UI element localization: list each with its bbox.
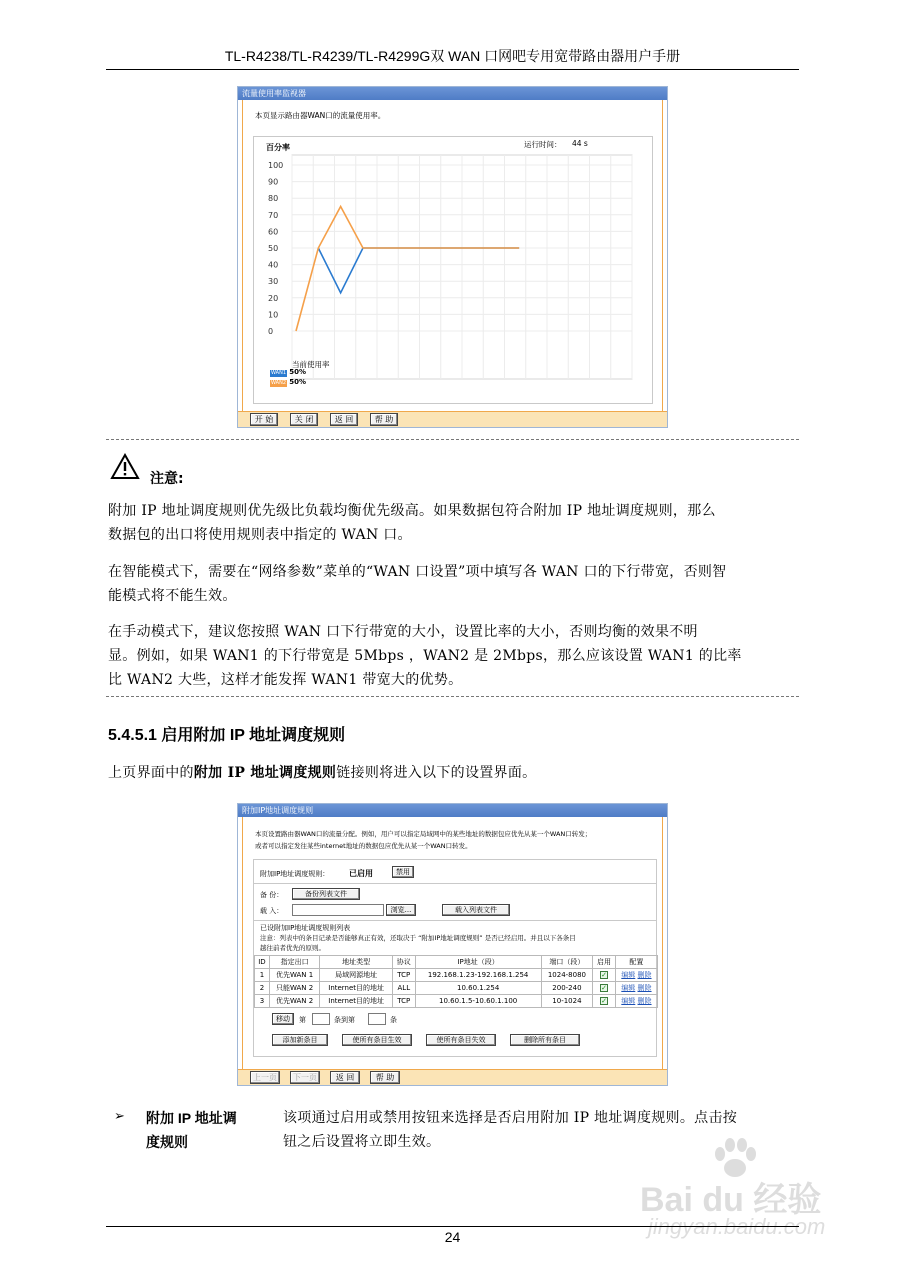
note-bottom-divider: [106, 696, 799, 697]
y-tick-label: 0: [268, 327, 274, 336]
note-line: 显。例如，如果 WAN1 的下行带宽是 5Mbps ，WAN2 是 2Mbps，那么应该设置 WAN1 的比率: [108, 648, 742, 664]
enabled-checkbox[interactable]: ✓: [601, 997, 607, 1005]
legend-wan1-badge: WAN1: [271, 370, 287, 376]
move-from-input[interactable]: [312, 1013, 330, 1025]
note-paragraph-1: [108, 499, 798, 547]
note-paragraph-2: [108, 560, 798, 608]
row-port: 优先WAN 1: [269, 969, 319, 982]
watermark-brand: Bai du 经验: [640, 1181, 822, 1219]
y-tick-label: 70: [268, 210, 279, 220]
delete-link[interactable]: 删除: [637, 971, 652, 979]
section-intro: [108, 761, 536, 785]
close-button[interactable]: 关 闭: [290, 413, 318, 426]
row-id: 2: [255, 982, 270, 995]
rules-table: [254, 955, 658, 1008]
row-config: [615, 982, 657, 995]
legend-wan1: [270, 368, 306, 377]
traffic-monitor-screenshot: [237, 86, 668, 428]
row-port: 只能WAN 2: [269, 982, 319, 995]
rules-description-1: 本页设置路由器WAN口的流量分配。例如，用户可以指定局域网中的某些地址的数据包应优先从某一个WAN口转发；: [255, 830, 592, 838]
backup-label: 备 份：: [260, 891, 284, 899]
intro-text-pre: 上页界面中的: [108, 765, 194, 781]
backup-list-button[interactable]: 备份列表文件: [292, 888, 360, 900]
note-line: 比 WAN2 大些，这样才能发挥 WAN1 带宽大的优势。: [108, 672, 463, 688]
import-list-button[interactable]: 载入列表文件: [442, 904, 510, 916]
enabled-checkbox[interactable]: ✓: [601, 984, 607, 992]
panel-divider: [254, 920, 656, 921]
current-usage-label: 当前使用率: [292, 360, 330, 369]
y-tick-label: 80: [268, 194, 279, 204]
note-line: 能模式将不能生效。: [108, 588, 237, 604]
note-title: 注意:: [150, 471, 184, 487]
col-port-range: 端口（段）: [541, 956, 593, 969]
table-header-row: [255, 956, 658, 969]
monitor-window-title: 流量使用率监视器: [238, 87, 667, 100]
move-button[interactable]: 移动: [272, 1013, 294, 1025]
row-protocol: TCP: [392, 995, 415, 1008]
note-top-divider: [106, 439, 799, 440]
row-address-type: Internet目的地址: [320, 995, 393, 1008]
row-port-range: 1024-8080: [541, 969, 593, 982]
intro-text-post: 链接则将进入以下的设置界面。: [336, 765, 537, 781]
help-button[interactable]: 帮 助: [370, 413, 398, 426]
y-tick-label: 20: [268, 293, 279, 303]
move-text-b: 条到第: [334, 1016, 355, 1024]
rule-list-title: 已设附加IP地址调度规则列表: [260, 924, 351, 932]
y-tick-label: 60: [268, 227, 279, 237]
note-line: 数据包的出口将使用规则表中指定的 WAN 口。: [108, 527, 412, 543]
move-text-c: 条: [390, 1016, 397, 1024]
delete-link[interactable]: 删除: [637, 984, 652, 992]
row-address-type: Internet目的地址: [320, 982, 393, 995]
delete-all-button[interactable]: 删除所有条目: [510, 1034, 580, 1046]
rule-list-note-1: 注意：列表中的条目记录是否能够真正有效，还取决于 “附加IP地址调度规则” 是否已经启用。并且以下各条目: [260, 934, 576, 942]
col-port: 指定出口: [269, 956, 319, 969]
rules-help-button[interactable]: 帮 助: [370, 1071, 400, 1084]
rules-description-2: 或者可以指定发往某些internet地址的数据包应优先从某一个WAN口转发。: [255, 842, 472, 850]
note-line: 在手动模式下，建议您按照 WAN 口下行带宽的大小，设置比率的大小，否则均衡的效果不明: [108, 624, 698, 640]
series-line-wan1: [318, 248, 519, 293]
row-id: 3: [255, 995, 270, 1008]
row-enabled-cell: [593, 982, 616, 995]
row-config: [615, 969, 657, 982]
rules-back-button[interactable]: 返 回: [330, 1071, 360, 1084]
col-enabled: 启用: [593, 956, 616, 969]
y-tick-label: 10: [268, 310, 279, 320]
move-text-a: 第: [299, 1016, 306, 1024]
import-file-input[interactable]: [292, 904, 384, 916]
row-config: [615, 995, 657, 1008]
term-line: 度规则: [146, 1134, 188, 1150]
next-page-button[interactable]: 下一页: [290, 1071, 320, 1084]
table-row: [255, 969, 658, 982]
intro-link-name: 附加 IP 地址调度规则: [193, 765, 337, 781]
row-ip-range: 10.60.1.5-10.60.1.100: [415, 995, 541, 1008]
col-config: 配置: [615, 956, 657, 969]
back-button[interactable]: 返 回: [330, 413, 358, 426]
panel-divider: [254, 883, 656, 884]
legend-wan2-badge: WAN2: [271, 380, 287, 386]
definition-bullet: ➢: [114, 1109, 125, 1124]
rule-status-value: 已启用: [349, 869, 373, 878]
row-ip-range: 192.168.1.23-192.168.1.254: [415, 969, 541, 982]
ip-rules-screenshot: [237, 803, 668, 1086]
table-row: [255, 982, 658, 995]
paw-icon: [712, 1138, 758, 1178]
y-tick-label: 50: [268, 244, 279, 253]
footer-rule: [106, 1226, 799, 1227]
col-protocol: 协议: [392, 956, 415, 969]
rule-list-note-2: 越往前者优先的原则。: [260, 944, 325, 952]
y-tick-label: 30: [268, 277, 279, 287]
row-protocol: ALL: [392, 982, 415, 995]
percent-label: 百分率: [266, 143, 290, 152]
row-port: 优先WAN 2: [269, 995, 319, 1008]
legend-wan2-value: 50%: [289, 378, 307, 386]
row-port-range: 200-240: [541, 982, 593, 995]
col-address-type: 地址类型: [320, 956, 393, 969]
watermark-url: jingyan.baidu.com: [648, 1214, 826, 1239]
desc-line: 该项通过启用或禁用按钮来选择是否启用附加 IP 地址调度规则。点击按: [283, 1110, 738, 1126]
rules-panel: [253, 859, 657, 1057]
delete-link[interactable]: 删除: [637, 997, 652, 1005]
chart-panel: [253, 136, 653, 404]
y-tick-label: 40: [268, 260, 279, 270]
col-id: ID: [255, 956, 270, 969]
rules-window-title: 附加IP地址调度规则: [238, 804, 667, 817]
row-id: 1: [255, 969, 270, 982]
row-address-type: 局域网源地址: [320, 969, 393, 982]
edit-link[interactable]: 编辑: [621, 997, 636, 1005]
runtime-value: 44 s: [572, 139, 588, 148]
legend-wan2: [270, 378, 306, 387]
y-tick-label: 90: [268, 177, 279, 187]
warning-icon: [110, 453, 140, 480]
page-number: 24: [444, 1229, 461, 1245]
term-line: 附加 IP 地址调: [146, 1110, 237, 1126]
enabled-checkbox[interactable]: ✓: [601, 971, 607, 979]
section-heading: 5.4.5.1 启用附加 IP 地址调度规则: [108, 727, 346, 744]
col-ip-range: IP地址（段）: [415, 956, 541, 969]
note-paragraph-3: [108, 620, 798, 692]
desc-line: 钮之后设置将立即生效。: [283, 1134, 441, 1150]
enable-all-button[interactable]: 使所有条目生效: [342, 1034, 412, 1046]
browse-button[interactable]: 浏览...: [386, 904, 416, 916]
edit-link[interactable]: 编辑: [621, 971, 636, 979]
start-button[interactable]: 开 始: [250, 413, 278, 426]
row-enabled-cell: [593, 995, 616, 1008]
document-header-title: TL-R4238/TL-R4239/TL-R4299G双 WAN 口网吧专用宽带路由器用户手册: [224, 48, 681, 64]
row-enabled-cell: [593, 969, 616, 982]
y-tick-label: 100: [268, 161, 284, 170]
note-line: 在智能模式下，需要在“网络参数”菜单的“WAN 口设置”项中填写各 WAN 口的下行带宽，否则智: [108, 564, 727, 580]
import-label: 载 入：: [260, 907, 284, 915]
monitor-description: 本页显示路由器WAN口的流量使用率。: [255, 111, 386, 120]
runtime-label: 运行时间：: [524, 140, 562, 149]
table-row: [255, 995, 658, 1008]
header-rule: [106, 69, 799, 70]
add-entry-button[interactable]: 添加新条目: [272, 1034, 328, 1046]
rule-status-label: 附加IP地址调度规则：: [260, 870, 330, 878]
prev-page-button[interactable]: 上一页: [250, 1071, 280, 1084]
disable-all-button[interactable]: 使所有条目失效: [426, 1034, 496, 1046]
row-protocol: TCP: [392, 969, 415, 982]
definition-term: [146, 1106, 237, 1154]
row-ip-range: 10.60.1.254: [415, 982, 541, 995]
move-to-input[interactable]: [368, 1013, 386, 1025]
disable-button[interactable]: 禁用: [392, 866, 414, 878]
edit-link[interactable]: 编辑: [621, 984, 636, 992]
note-line: 附加 IP 地址调度规则优先级比负载均衡优先级高。如果数据包符合附加 IP 地址调度规则，那么: [108, 503, 716, 519]
row-port-range: 10-1024: [541, 995, 593, 1008]
legend-wan1-value: 50%: [289, 368, 307, 376]
